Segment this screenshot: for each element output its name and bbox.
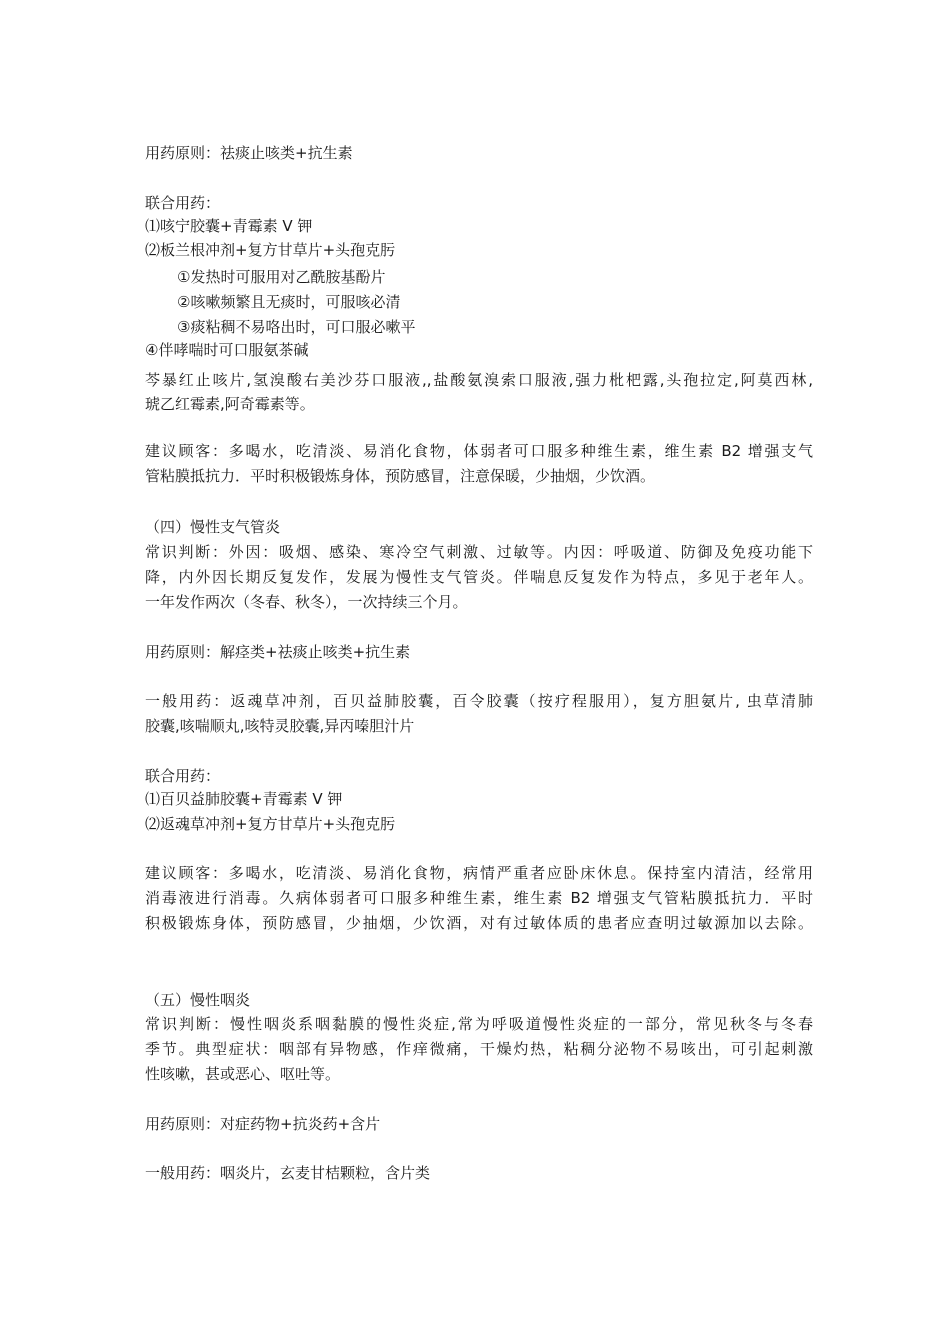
general-medication-line: 一般用药：咽炎片，玄麦甘桔颗粒，含片类 xyxy=(145,1164,431,1182)
drug-list-line: 琥乙红霉素,阿奇霉素等。 xyxy=(145,395,315,413)
section-title: （五）慢性咽炎 xyxy=(145,991,251,1009)
advice-line: 建议顾客：多喝水，吃清淡、易消化食物，体弱者可口服多种维生素，维生素 B2 增强支气 xyxy=(145,442,813,460)
combination-item: ⑴百贝益肺胶囊+青霉素 V 钾 xyxy=(145,790,343,808)
advice-line: 建议顾客：多喝水，吃清淡、易消化食物，病情严重者应卧床休息。保持室内清洁，经常用 xyxy=(145,864,813,882)
medication-principle-text: 用药原则：解痉类+祛痰止咳类+抗生素 xyxy=(145,643,411,661)
diagnosis-line: 一年发作两次（冬春、秋冬），一次持续三个月。 xyxy=(145,593,468,611)
sub-item: ①发热时可服用对乙酰胺基酚片 xyxy=(177,268,386,286)
combination-item: ⑵返魂草冲剂+复方甘草片+头孢克肟 xyxy=(145,815,396,833)
diagnosis-line: 常识判断：外因：吸烟、感染、寒冷空气刺激、过敏等。内因：呼吸道、防御及免疫功能下 xyxy=(145,543,813,561)
sub-item: ②咳嗽频繁且无痰时，可服咳必清 xyxy=(177,293,401,311)
advice-line: 积极锻炼身体，预防感冒，少抽烟，少饮酒，对有过敏体质的患者应查明过敏源加以去除。 xyxy=(145,914,813,932)
diagnosis-line: 降，内外因长期反复发作，发展为慢性支气管炎。伴喘息反复发作为特点，多见于老年人。 xyxy=(145,568,813,586)
general-medication-line: 胶囊,咳喘顺丸,咳特灵胶囊,异丙嗪胆汁片 xyxy=(145,717,415,735)
diagnosis-line: 常识判断：慢性咽炎系咽黏膜的慢性炎症,常为呼吸道慢性炎症的一部分，常见秋冬与冬春 xyxy=(145,1015,813,1033)
drug-list-line: 芩暴红止咳片,氢溴酸右美沙芬口服液,,盐酸氨溴索口服液,强力枇杷露,头孢拉定,阿莫西林, xyxy=(145,371,813,389)
diagnosis-line: 季节。典型症状：咽部有异物感，作痒微痛，干燥灼热，粘稠分泌物不易咳出，可引起刺激 xyxy=(145,1040,813,1058)
combination-item: ⑴咳宁胶囊+青霉素 V 钾 xyxy=(145,217,313,235)
diagnosis-line: 性咳嗽，甚或恶心、呕吐等。 xyxy=(145,1065,341,1083)
advice-line: 管粘膜抵抗力．平时积极锻炼身体，预防感冒，注意保暖，少抽烟，少饮酒。 xyxy=(145,467,656,485)
combination-heading: 联合用药： xyxy=(145,767,221,785)
medication-principle-text: 用药原则：祛痰止咳类+抗生素 xyxy=(145,144,353,162)
document-page xyxy=(145,0,813,1344)
sub-item: ④伴哮喘时可口服氨茶碱 xyxy=(145,341,309,359)
sub-item: ③痰粘稠不易咯出时，可口服必嗽平 xyxy=(177,318,416,336)
advice-line: 消毒液进行消毒。久病体弱者可口服多种维生素，维生素 B2 增强支气管粘膜抵抗力．平时 xyxy=(145,889,813,907)
general-medication-line: 一般用药：返魂草冲剂，百贝益肺胶囊，百令胶囊（按疗程服用），复方胆氨片, 虫草清肺 xyxy=(145,692,813,710)
section-title: （四）慢性支气管炎 xyxy=(145,518,281,536)
medication-principle-text: 用药原则：对症药物+抗炎药+含片 xyxy=(145,1115,381,1133)
combination-item: ⑵板兰根冲剂+复方甘草片+头孢克肟 xyxy=(145,241,396,259)
combination-heading: 联合用药： xyxy=(145,194,221,212)
